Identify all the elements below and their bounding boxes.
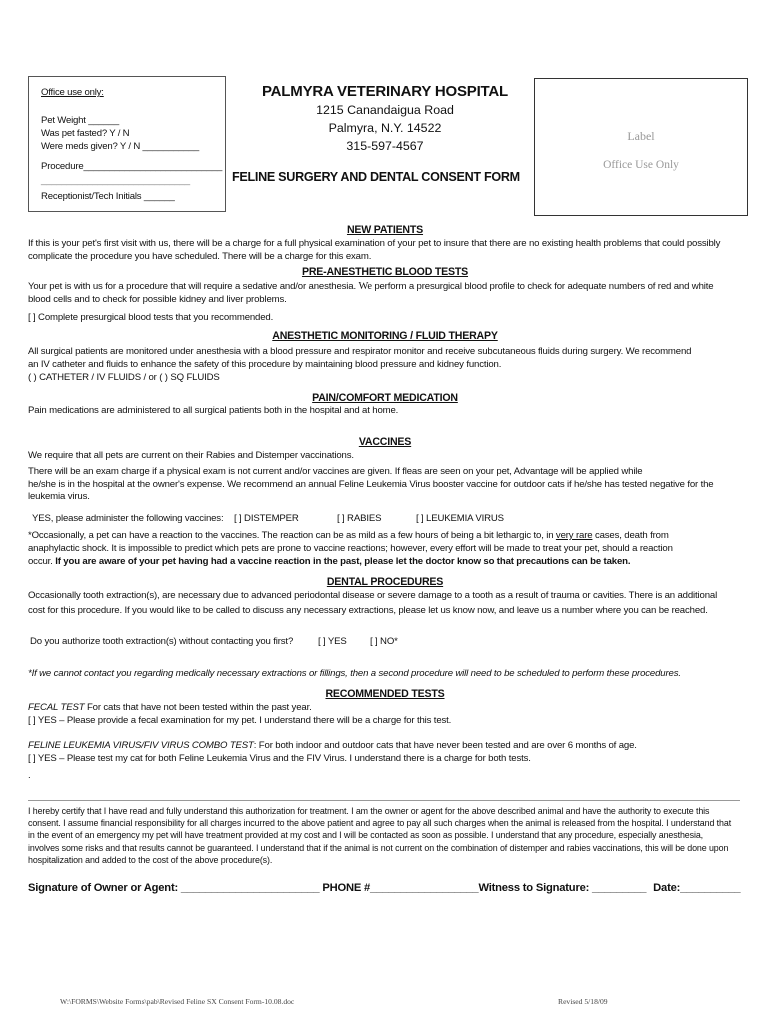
label-text: Label [627,129,655,143]
extraction-question: Do you authorize tooth extraction(s) without contacting you first? [30,636,294,647]
office-use-only-text: Office Use Only [603,159,679,171]
felv-yes-checkbox[interactable]: [ ] YES – Please test my cat for both Feline Leukemia Virus and the FIV Virus. I understand there is a charge for both tests. [28,752,531,764]
form-title: FELINE SURGERY AND DENTAL CONSENT FORM [232,170,520,184]
witness-signature-field[interactable]: Witness to Signature: _________ [478,882,647,894]
anesthetic-line2: an IV catheter and fluids to enhance the safety of this procedure by maintaining blood pressure and kidney function. [28,358,502,370]
owner-signature-field[interactable]: Signature of Owner or Agent: _______________________ [28,882,320,894]
anesthetic-monitoring-text [28,346,740,384]
dental-heading: DENTAL PROCEDURES [326,576,444,588]
felv-desc: : For both indoor and outdoor cats that have never been tested and are over 6 months of age. [253,740,637,751]
cert-line2: consent. I assume financial responsibility for all charges incurred to the above patient and agree to pay all such charges when the animal is released from the hospital. I understand that [28,818,732,829]
cert-line4: involves some risks and that results cannot be guaranteed. I understand that if the animal is not current on the combination of distemper and rabies vaccinations, this will be done upon [28,842,729,853]
receptionist-initials-field[interactable]: Receptionist/Tech Initials ______ [41,191,175,202]
footer-revised: Revised 5/18/09 [558,997,608,1006]
hospital-name: PALMYRA VETERINARY HOSPITAL [261,83,508,100]
dental-text [28,590,740,618]
fecal-yes-checkbox[interactable]: [ ] YES – Please provide a fecal examination for my pet. I understand there will be a charge for this test. [28,714,452,726]
address-line2: Palmyra, N.Y. 14522 [328,121,442,135]
phone-number: 315-597-4567 [346,139,424,153]
reaction-line1b: cases, death from [594,530,669,541]
office-use-title: Office use only: [41,87,104,98]
cert-line5: hospitalization and added to the cost of the above procedure(s). [28,854,273,865]
fecal-desc: For cats that have not been tested within the past year. [86,702,312,713]
blood-test-checkbox[interactable]: [ ] Complete presurgical blood tests that you recommended. [28,311,274,323]
new-patients-line2: complicate the procedure you have scheduled. There will be a charge for this exam. [28,250,372,262]
reaction-very-rare: very rare [555,530,593,541]
reaction-line1a: *Occasionally, a pet can have a reaction to the vaccines. The reaction can be as mild as a few hours of being a bit lethargic to, in [28,530,554,541]
vaccines-text [28,450,740,504]
pre-anesthetic-heading: PRE-ANESTHETIC BLOOD TESTS [301,266,469,278]
pre-anesthetic-line2: blood cells and to check for possible kidney and liver problems. [28,293,287,305]
vaccines-line2: There will be an exam charge if a physical exam is not current and/or vaccines are given. If fleas are seen on your pet, Advantage will be applied while [28,465,643,477]
address-line1: 1215 Canandaigua Road [316,103,454,117]
felv-title: FELINE LEUKEMIA VIRUS/FIV VIRUS COMBO TEST [28,740,254,751]
fecal-section [28,702,740,728]
fasted-field[interactable]: Was pet fasted? Y / N [41,128,130,139]
pet-weight-field[interactable]: Pet Weight ______ [41,115,120,126]
dental-line2: cost for this procedure. If you would like to be called to discuss any necessary extractions, please let us know now, and leave us a number where you can be reached. [28,604,708,616]
anesthetic-line1: All surgical patients are monitored under anesthesia with a blood pressure and respirator monitor and receive subcutaneous fluids during surgery. We recommend [28,346,692,357]
new-patients-heading: NEW PATIENTS [346,224,424,236]
pain-line1: Pain medications are administered to all surgical patients both in the hospital and at home. [28,405,399,416]
dental-note: *If we cannot contact you regarding medically necessary extractions or fillings, then a second procedure will need to be scheduled to perform these procedures. [28,668,681,679]
office-use-box [28,76,226,212]
trailing-dot: . [28,769,31,781]
vaccines-line3: he/she is in the hospital at the owner's expense. We recommend an annual Feline Leukemia Virus booster vaccine for outdoor cats if he/she has tested negative for the [28,478,714,490]
extraction-no-checkbox[interactable]: [ ] NO* [370,636,398,647]
label-box [534,78,748,216]
vaccines-heading: VACCINES [358,436,412,448]
reaction-line3b: If you are aware of your pet having had a vaccine reaction in the past, please let the doctor know so that precautions can be taken. [55,555,631,567]
new-patients-line1: If this is your pet's first visit with us, there will be a charge for a full physical examination of your pet to insure that there are no existing health problems that could possibly [28,238,721,249]
phone-field[interactable]: PHONE #__________________ [322,882,479,894]
pre-anesthetic-line1a: Your pet is with us for a procedure that will require a sedative and/or anesthesia. [28,281,356,292]
procedure-field-line2[interactable]: _____________________________ [41,175,190,186]
vaccines-line4: leukemia virus. [28,491,90,503]
vaccine-distemper-checkbox[interactable]: [ ] DISTEMPER [234,513,299,524]
procedure-field[interactable]: Procedure___________________________ [41,161,223,172]
vaccine-yes-label: YES, please administer the following vaccines: [32,513,224,524]
new-patients-text [28,238,740,264]
extraction-yes-checkbox[interactable]: [ ] YES [318,636,347,647]
cert-line3: in the event of an emergency my pet will have treatment provided at my cost and I will be contacted as soon as possible. I understand that any procedure, especially anesthesia, [28,830,704,841]
dental-line1: Occasionally tooth extraction(s), are necessary due to advanced periodontal disease or severe damage to a tooth as a result of trauma or cavities. There is an additional [28,590,718,601]
fecal-title: FECAL TEST [28,702,85,713]
reaction-line3a: occur. [28,555,53,567]
pre-anesthetic-line1c: perform a presurgical blood profile to check for adequate numbers of red and white [374,281,714,292]
vaccine-rabies-checkbox[interactable]: [ ] RABIES [337,513,382,524]
pain-heading: PAIN/COMFORT MEDICATION [312,392,458,404]
anesthetic-monitoring-heading: ANESTHETIC MONITORING / FLUID THERAPY [272,330,498,342]
meds-field[interactable]: Were meds given? Y / N ___________ [41,141,200,152]
pre-anesthetic-text [28,281,740,324]
vaccines-line1: We require that all pets are current on their Rabies and Distemper vaccinations. [28,450,354,461]
recommended-heading: RECOMMENDED TESTS [325,688,445,700]
pre-anesthetic-line1b: We [358,281,372,292]
divider [28,800,740,801]
vaccine-leukemia-checkbox[interactable]: [ ] LEUKEMIA VIRUS [416,513,504,524]
date-field[interactable]: Date:__________ [653,882,741,894]
footer-file-path: W:\FORMS\Website Forms\pab\Revised Feline SX Consent Form-10.08.doc [60,997,295,1006]
signature-row [28,882,740,894]
certification-text [28,805,740,866]
cert-line1: I hereby certify that I have read and fully understand this authorization for treatment. I am the owner or agent for the above described animal and have the authority to execute this [28,806,710,816]
reaction-line2: anaphylactic shock. It is impossible to predict which pets are prone to vaccine reactions; however, every effort will be made to treat your pet, should a reaction [28,542,673,554]
fluids-choice[interactable]: ( ) CATHETER / IV FLUIDS / or ( ) SQ FLUIDS [28,371,220,383]
vaccine-reaction-text [28,530,740,568]
felv-section [28,740,740,782]
